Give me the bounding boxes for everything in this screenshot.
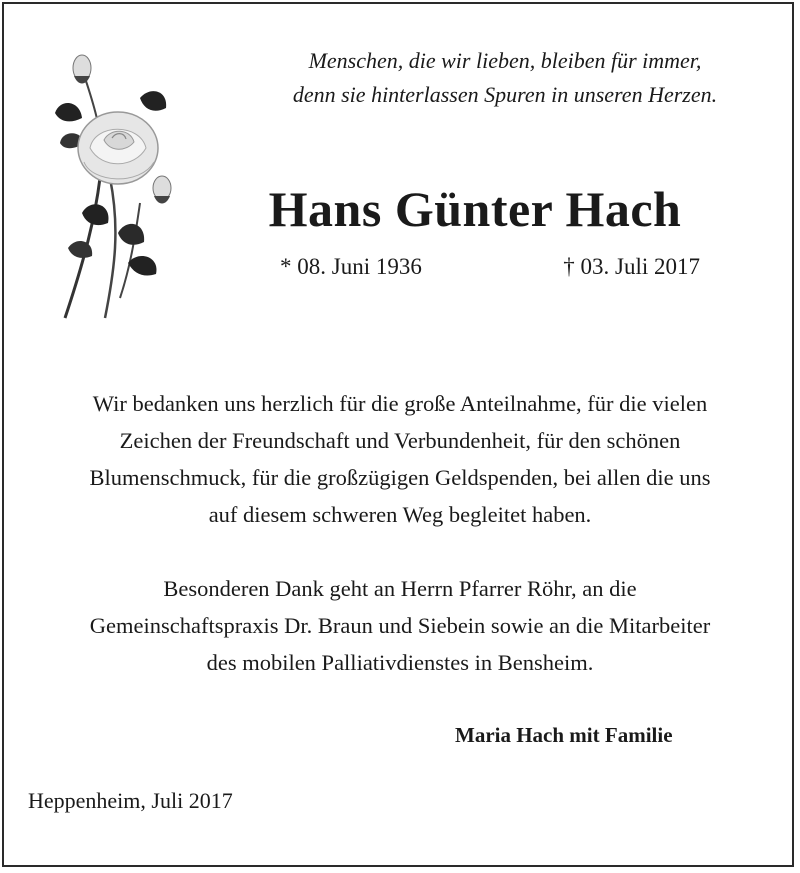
text-line: Blumenschmuck, für die großzügigen Geldspenden, bei allen die uns [89,465,711,490]
text-line: Zeichen der Freundschaft und Verbundenheit, für den schönen [119,428,681,453]
signature: Maria Hach mit Familie [455,723,673,747]
thanks-paragraph [20,385,780,533]
text-line: auf diesem schweren Weg begleitet haben. [208,502,592,527]
special-thanks-paragraph [20,570,780,681]
rose-illustration-icon [40,38,185,323]
quote-line: Menschen, die wir lieben, bleiben für immer, [308,48,702,73]
text-line: Wir bedanken uns herzlich für die große Anteilnahme, für die vielen [92,391,708,416]
text-line: Gemeinschaftspraxis Dr. Braun und Siebein sowie an die Mitarbeiter [89,613,711,638]
life-dates [280,254,700,280]
text-line: des mobilen Palliativdienstes in Bensheim. [206,650,594,675]
deceased-name: Hans Günter Hach [268,181,682,237]
memorial-quote [240,44,770,112]
text-line: Besonderen Dank geht an Herrn Pfarrer Röhr, an die [163,576,637,601]
birth-date: * 08. Juni 1936 [280,254,422,279]
quote-line: denn sie hinterlassen Spuren in unseren Herzen. [292,82,718,107]
place-date: Heppenheim, Juli 2017 [28,788,233,813]
death-date: † 03. Juli 2017 [563,254,700,279]
